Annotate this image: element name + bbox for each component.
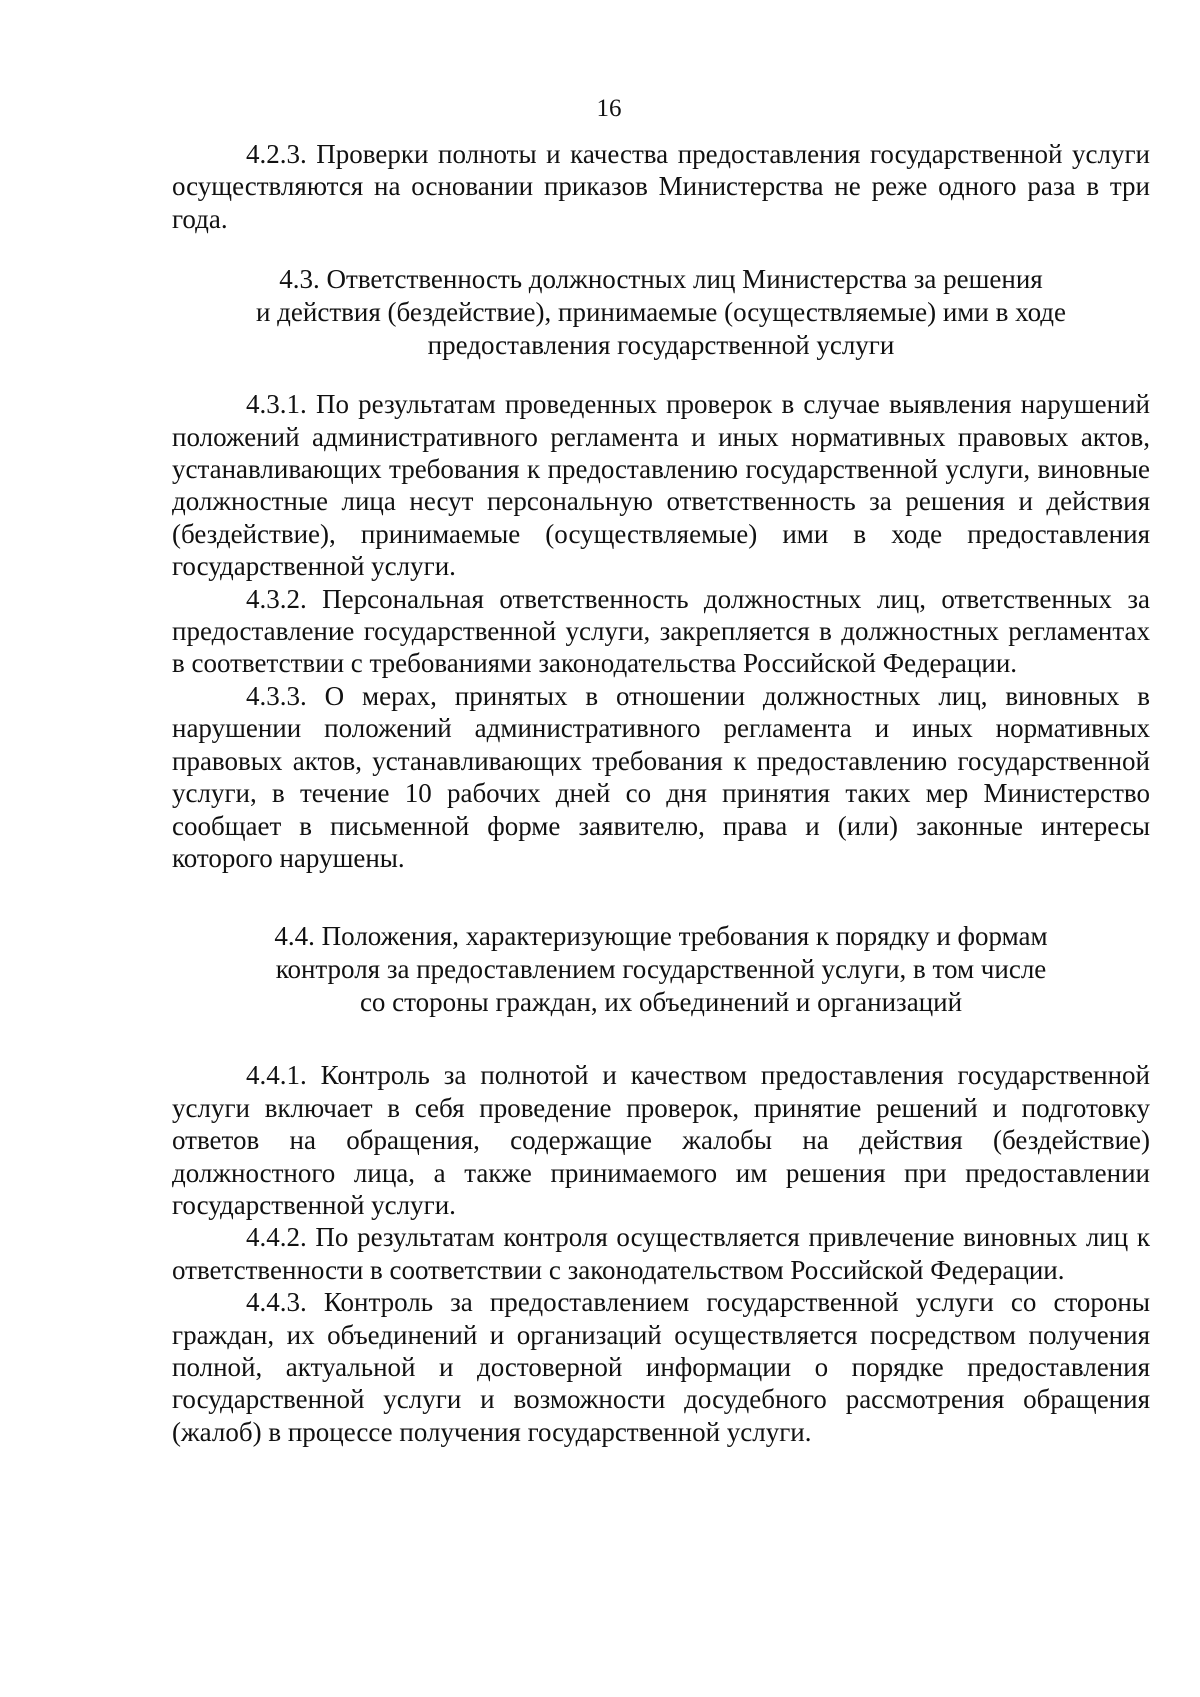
heading-line: предоставления государственной услуги: [427, 330, 895, 361]
heading-line: и действия (бездействие), принимаемые (осуществляемые) ими в ходе: [255, 297, 1067, 328]
heading-line: 4.4. Положения, характеризующие требования к порядку и формам: [274, 921, 1048, 952]
heading-line: со стороны граждан, их объединений и организаций: [359, 987, 963, 1018]
para-4-4-1: 4.4.1. Контроль за полнотой и качеством предоставления государственной услуги включает в себя проведение проверок, принятие решений и подготовку ответов на обращения, содержащие жалобы на действия (бездействие) должностного лица, а также принимаемого им решения при предоставлении государственной услуги.: [172, 1060, 1150, 1220]
para-4-4-3: 4.4.3. Контроль за предоставлением государственной услуги со стороны граждан, их объединений и организаций осуществляется посредством получения полной, актуальной и достоверной информации о порядке предоставления государственной услуги и возможности досудебного рассмотрения обращения (жалоб) в процессе получения государственной услуги.: [172, 1287, 1150, 1447]
heading-line: контроля за предоставлением государственной услуги, в том числе: [275, 954, 1047, 985]
para-4-3-2: 4.3.2. Персональная ответственность должностных лиц, ответственных за предоставление государственной услуги, закрепляется в должностных регламентах в соответствии с требованиями законодательства Российской Федерации.: [172, 583, 1150, 679]
heading-4-4: [222, 920, 1100, 1019]
heading-4-3: [222, 263, 1100, 362]
para-4-4-2: 4.4.2. По результатам контроля осуществляется привлечение виновных лиц к ответственности в соответствии с законодательством Российской Федерации.: [172, 1222, 1150, 1285]
heading-line: 4.3. Ответственность должностных лиц Министерства за решения: [279, 264, 1043, 295]
page-number: 16: [596, 95, 622, 122]
para-4-3-1: 4.3.1. По результатам проведенных проверок в случае выявления нарушений положений административного регламента и иных нормативных правовых актов, устанавливающих требования к предоставлению государственной услуги, виновные должностные лица несут персональную ответственность за решения и действия (бездействие), принимаемые (осуществляемые) ими в ходе предоставления государственной услуги.: [172, 389, 1150, 582]
para-4-3-3: 4.3.3. О мерах, принятых в отношении должностных лиц, виновных в нарушении положений административного регламента и иных нормативных правовых актов, устанавливающих требования к предоставлению государственной услуги, в течение 10 рабочих дней со дня принятия таких мер Министерство сообщает в письменной форме заявителю, права и (или) законные интересы которого нарушены.: [172, 680, 1150, 873]
para-4-2-3: 4.2.3. Проверки полноты и качества предоставления государственной услуги осуществляются на основании приказов Министерства не реже одного раза в три года.: [172, 139, 1150, 234]
document-body: [172, 138, 1150, 1448]
